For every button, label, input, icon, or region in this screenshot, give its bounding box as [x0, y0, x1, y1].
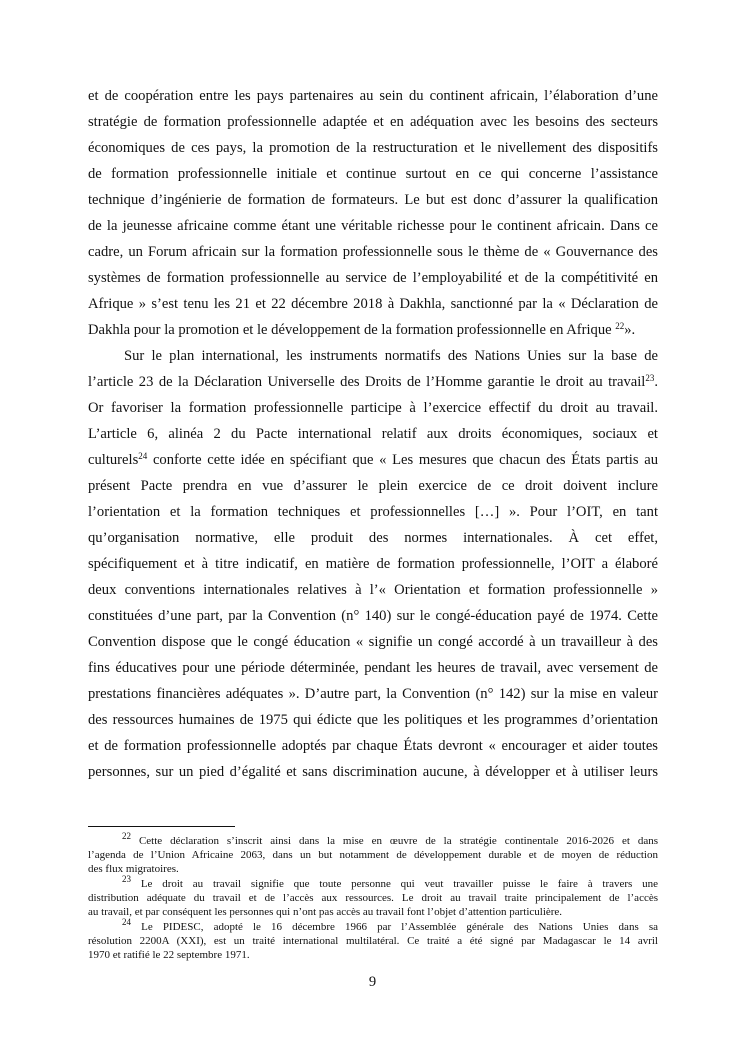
- line-text: conforte cette idée en spécifiant que « Les mesures que chacun des États partis au: [147, 452, 658, 468]
- paragraph-line: des ressources humaines de 1975 qui édicte que les politiques et les programmes d’orientation: [88, 712, 658, 728]
- line-text: culturels: [88, 452, 139, 468]
- footnote-ref-22[interactable]: 22: [615, 321, 625, 332]
- paragraph-line: L’article 6, alinéa 2 du Pacte international relatif aux droits économiques, sociaux et: [88, 426, 658, 442]
- footnote-text: Cette déclaration s’inscrit ainsi dans la mise en œuvre de la stratégie continentale 2016-2026 et dans: [138, 835, 659, 847]
- line-text: ».: [624, 322, 636, 338]
- footnote-number: 23: [122, 874, 131, 885]
- footnote-ref-24[interactable]: 24: [138, 451, 148, 462]
- paragraph-line: qu’organisation normative, elle produit des normes internationales. À cet effet,: [88, 530, 658, 546]
- paragraph-line: prestations financières adéquates ». D’autre part, la Convention (n° 142) sur la mise en valeur: [88, 686, 658, 702]
- footnote-22: [122, 831, 659, 848]
- paragraph-line: Sur le plan international, les instruments normatifs des Nations Unies sur la base de: [124, 348, 658, 364]
- paragraph-line: [88, 450, 658, 470]
- paragraph-line: fins éducatives pour une période déterminée, pendant les heures de travail, avec versement de: [88, 660, 658, 676]
- paragraph-line: [88, 320, 658, 340]
- line-text: l’article 23 de la Déclaration Universelle des Droits de l’Homme garantie le droit au travail: [88, 374, 646, 390]
- footnote-number: 24: [122, 917, 131, 928]
- paragraph-line: économiques de ces pays, la promotion de la restructuration et le nivellement des dispositifs: [88, 140, 658, 156]
- footnote-line: l’agenda de l’Union Africaine 2063, dans un but notamment de développement durable et de moyen de réduction: [88, 849, 658, 861]
- paragraph-line: Afrique » s’est tenu les 21 et 22 décembre 2018 à Dakhla, sanctionné par la « Déclaration de: [88, 296, 658, 312]
- footnote-text: Le droit au travail signifie que toute personne qui veut travailler puisse le faire à travers une: [140, 878, 659, 890]
- footnote-24: [122, 917, 658, 934]
- paragraph-line: de formation professionnelle initiale et continue surtout en ce qui concerne l’assistance: [88, 166, 658, 182]
- paragraph-line: deux conventions internationales relatives à l’« Orientation et formation professionnelle »: [88, 582, 658, 598]
- paragraph-line: stratégie de formation professionnelle adaptée et en adéquation avec les besoins des secteurs: [88, 114, 658, 130]
- page-number: 9: [368, 974, 377, 990]
- footnote-23: [122, 874, 659, 891]
- paragraph-line: cadre, un Forum africain sur la formation professionnelle sous le thème de « Gouvernance des: [88, 244, 658, 260]
- paragraph-line: systèmes de formation professionnelle au service de l’employabilité et de la compétitivité en: [88, 270, 658, 286]
- paragraph-line: spécifiquement et à titre indicatif, en matière de formation professionnelle, l’OIT a élaboré: [88, 556, 658, 572]
- footnote-separator: [88, 826, 235, 827]
- paragraph-line: technique d’ingénierie de formation de formateurs. Le but est donc d’assurer la qualification: [88, 192, 658, 208]
- paragraph-line: personnes, sur un pied d’égalité et sans discrimination aucune, à développer et à utiliser leurs: [88, 764, 658, 780]
- footnote-line: au travail, et par conséquent les personnes qui n’ont pas accès au travail font l’objet d’attention particulière.: [88, 906, 563, 918]
- footnote-line: 1970 et ratifié le 22 septembre 1971.: [88, 949, 250, 961]
- line-text: Dakhla pour la promotion et le développement de la formation professionnelle en Afrique: [88, 322, 616, 338]
- paragraph-line: présent Pacte prendra en vue d’assurer le plein exercice de ce droit doivent inclure: [88, 478, 658, 494]
- paragraph-line: Or favoriser la formation professionnelle participe à l’exercice effectif du droit au travail.: [88, 400, 658, 416]
- footnote-line: résolution 2200A (XXI), est un traité international multilatéral. Ce traité a été signé par Madagascar le 14 avril: [88, 935, 658, 947]
- footnote-text: Le PIDESC, adopté le 16 décembre 1966 par l’Assemblée générale des Nations Unies dans sa: [141, 921, 658, 933]
- paragraph-line: et de formation professionnelle adoptés par chaque États devront « encourager et aider toutes: [88, 738, 658, 754]
- footnote-line: des flux migratoires.: [88, 863, 179, 875]
- paragraph-line: constituées d’une part, par la Convention (n° 140) sur le congé-éducation payé de 1974. Cette: [88, 608, 658, 624]
- paragraph-line: l’orientation et la formation techniques et professionnelles […] ». Pour l’OIT, en tant: [88, 504, 658, 520]
- paragraph-line: et de coopération entre les pays partenaires au sein du continent africain, l’élaboration d’une: [88, 88, 658, 104]
- paragraph-line: [88, 372, 658, 392]
- footnote-number: 22: [122, 831, 131, 842]
- footnote-ref-23[interactable]: 23: [645, 373, 655, 384]
- paragraph-line: Convention dispose que le congé éducation « signifie un congé accordé à un travailleur à des: [88, 634, 658, 650]
- line-text: .: [654, 374, 658, 390]
- paragraph-line: de la jeunesse africaine comme étant une véritable richesse pour le continent africain. Dans ce: [88, 218, 658, 234]
- footnote-line: distribution adéquate du travail et de l’accès aux ressources. Le droit au travail traite principalement de l’accès: [88, 892, 658, 904]
